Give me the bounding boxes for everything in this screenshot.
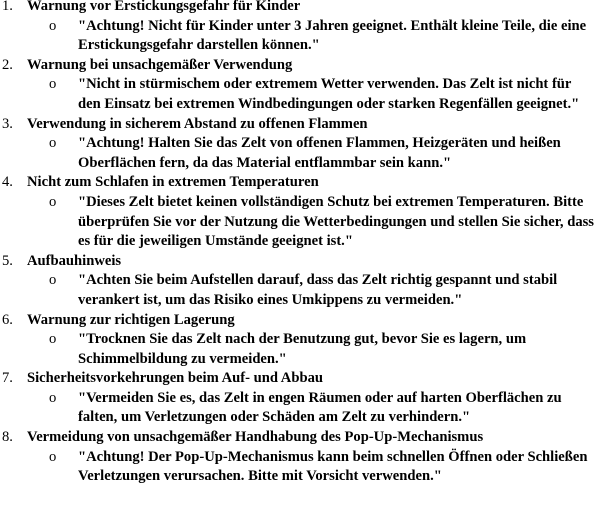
item-text: "Dieses Zelt bietet keinen vollständigen Schutz bei extremen Temperaturen. Bitte überprüfen Sie vor der Nutzung die Wetterbedingungen und stellen Sie sicher, dass es für die jeweiligen Umstände geeignet ist." [78, 193, 594, 250]
hollow-bullet-icon: o [49, 76, 57, 93]
sub-item [27, 75, 600, 114]
list-item [0, 115, 600, 174]
sub-item [27, 330, 600, 369]
hollow-bullet-icon: o [49, 17, 57, 34]
list-item [0, 369, 600, 428]
list-item [0, 56, 600, 115]
list-item [0, 173, 600, 251]
sub-item [27, 134, 600, 173]
sub-item [27, 271, 600, 310]
item-heading: Nicht zum Schlafen in extremen Temperaturen [27, 174, 319, 191]
list-item [0, 428, 600, 487]
item-text: "Vermeiden Sie es, das Zelt in engen Räumen oder auf harten Oberflächen zu falten, um Verletzungen oder Schäden am Zelt zu verhindern." [78, 389, 562, 426]
item-heading: Verwendung in sicherem Abstand zu offenen Flammen [27, 115, 368, 132]
list-item [0, 0, 600, 56]
item-text: "Achtung! Der Pop-Up-Mechanismus kann beim schnellen Öffnen oder Schließen Verletzungen verursachen. Bitte mit Vorsicht verwenden." [78, 448, 588, 485]
hollow-bullet-icon: o [49, 193, 57, 210]
item-number: 1. [2, 0, 13, 14]
sub-item [27, 17, 600, 56]
item-text: "Achtung! Nicht für Kinder unter 3 Jahren geeignet. Enthält kleine Teile, die eine Erstickungsgefahr darstellen können." [78, 17, 587, 54]
item-heading: Vermeidung von unsachgemäßer Handhabung des Pop-Up-Mechanismus [27, 429, 484, 446]
item-number: 4. [2, 174, 13, 191]
item-number: 2. [2, 56, 13, 73]
sub-item [27, 193, 600, 252]
sub-item [27, 448, 600, 487]
item-text: "Nicht in stürmischem oder extremem Wetter verwenden. Das Zelt ist nicht für den Einsatz bei extremen Windbedingungen oder starken Regenfällen geeignet." [78, 76, 580, 112]
item-number: 3. [2, 115, 13, 132]
hollow-bullet-icon: o [49, 135, 57, 152]
item-text: "Achten Sie beim Aufstellen darauf, dass das Zelt richtig gespannt und stabil verankert ist, um das Risiko eines Umkippens zu vermeiden." [78, 272, 558, 308]
item-heading: Aufbauhinweis [27, 252, 122, 269]
item-text: "Achtung! Halten Sie das Zelt von offenen Flammen, Heizgeräten und heißen Oberflächen fern, da das Material entflammbar sein kann." [78, 135, 561, 171]
item-number: 7. [2, 370, 13, 387]
item-number: 6. [2, 311, 13, 328]
hollow-bullet-icon: o [49, 389, 57, 406]
item-heading: Warnung zur richtigen Lagerung [27, 311, 235, 328]
item-heading: Warnung bei unsachgemäßer Verwendung [27, 56, 293, 73]
hollow-bullet-icon: o [49, 448, 57, 465]
sub-item [27, 389, 600, 428]
hollow-bullet-icon: o [49, 331, 57, 348]
item-heading: Sicherheitsvorkehrungen beim Auf- und Abbau [27, 370, 323, 387]
list-item [0, 252, 600, 311]
item-number: 5. [2, 252, 13, 269]
item-heading: Warnung vor Erstickungsgefahr für Kinder [27, 0, 301, 14]
hollow-bullet-icon: o [49, 272, 57, 289]
item-number: 8. [2, 429, 13, 446]
list-item [0, 311, 600, 370]
item-text: "Trocknen Sie das Zelt nach der Benutzung gut, bevor Sie es lagern, um Schimmelbildung zu vermeiden." [78, 331, 527, 367]
